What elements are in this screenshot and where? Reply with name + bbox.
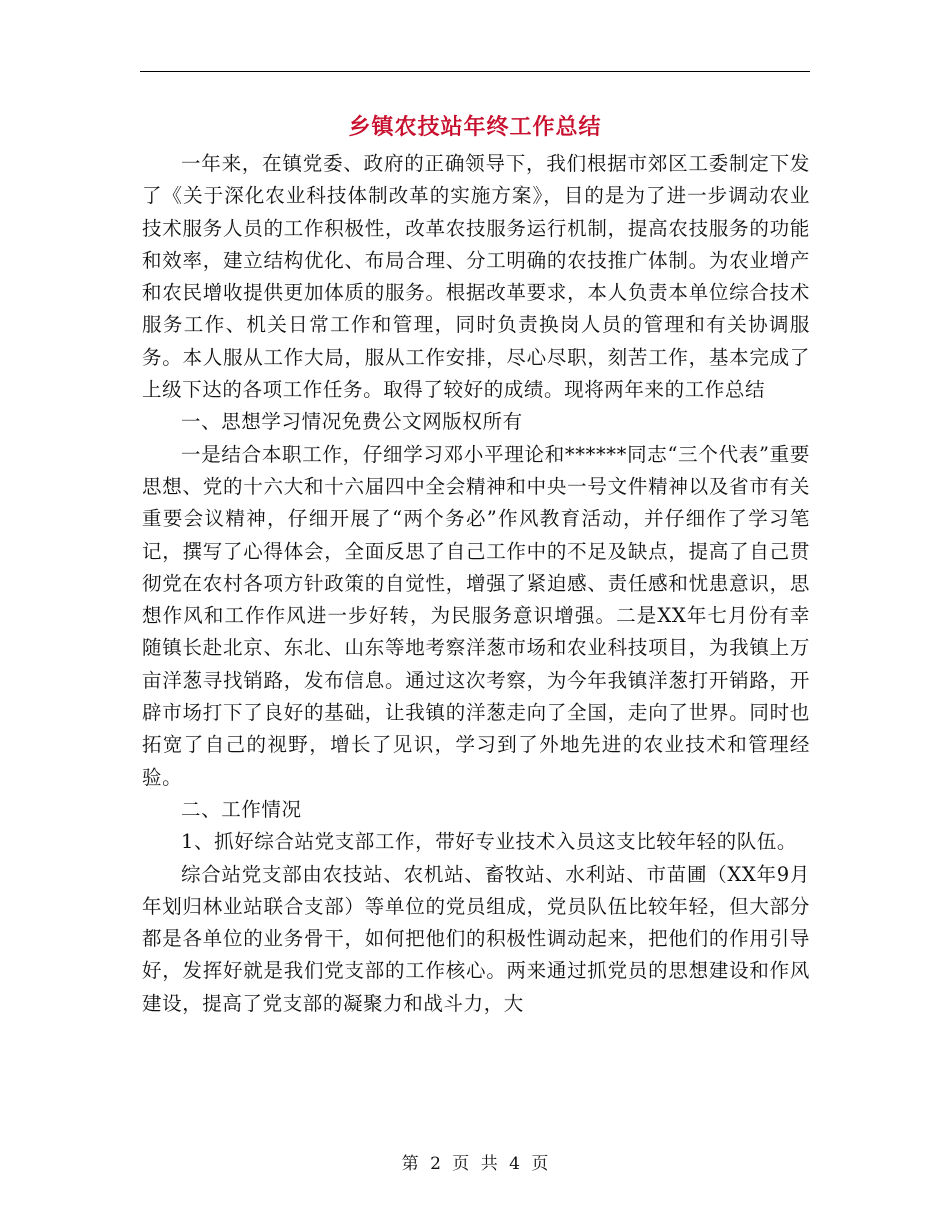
paragraph-study: 一是结合本职工作，仔细学习邓小平理论和******同志“三个代表”重要思想、党的十六大和十六届四中全会精神和中央一号文件精神以及省市有关重要会议精神，仔细开展了“两个务必”作风教育活动，并仔细作了学习笔记，撰写了心得体会，全面反思了自己工作中的不足及缺点，提高了自己贯彻党在农村各项方针政策的自觉性，增强了紧迫感、责任感和忧患意识，思想作风和工作作风进一步好转，为民服务意识增强。二是XX年七月份有幸随镇长赴北京、东北、山东等地考察洋葱市场和农业科技项目，为我镇上万亩洋葱寻找销路，发布信息。通过这次考察，为今年我镇洋葱打开销路，开辟市场打下了良好的基础，让我镇的洋葱走向了全国，走向了世界。同时也拓宽了自己的视野，增长了见识，学习到了外地先进的农业技术和管理经验。: [142, 442, 810, 789]
header-rule: [140, 71, 810, 72]
subheading-party-branch: 1、抓好综合站党支部工作，带好专业技术入员这支比较年轻的队伍。: [181, 830, 798, 854]
document-body: [142, 148, 810, 1020]
page-number-footer: 第 2 页 共 4 页: [401, 1154, 549, 1174]
section-heading-study: 一、思想学习情况免费公文网版权所有: [181, 410, 523, 434]
section-heading-work: 二、工作情况: [181, 797, 302, 821]
paragraph-intro: 一年来，在镇党委、政府的正确领导下，我们根据市郊区工委制定下发了《关于深化农业科技体制改革的实施方案》，目的是为了进一步调动农业技术服务人员的工作积极性，改革农技服务运行机制，提高农技服务的功能和效率，建立结构优化、布局合理、分工明确的农技推广体制。为农业增产和农民增收提供更加体质的服务。根据改革要求，本人负责本单位综合技术服务工作、机关日常工作和管理，同时负责换岗人员的管理和有关协调服务。本人服从工作大局，服从工作安排，尽心尽职，刻苦工作，基本完成了上级下达的各项工作任务。取得了较好的成绩。现将两年来的工作总结: [142, 152, 810, 402]
paragraph-party-branch: 综合站党支部由农技站、农机站、畜牧站、水利站、市苗圃（XX年9月年划归林业站联合支部）等单位的党员组成，党员队伍比较年轻，但大部分都是各单位的业务骨干，如何把他们的积极性调动起来，把他们的作用引导好，发挥好就是我们党支部的工作核心。两来通过抓党员的思想建设和作风建设，提高了党支部的凝聚力和战斗力，大: [142, 862, 810, 1015]
document-title: 乡镇农技站年终工作总结: [348, 114, 602, 140]
